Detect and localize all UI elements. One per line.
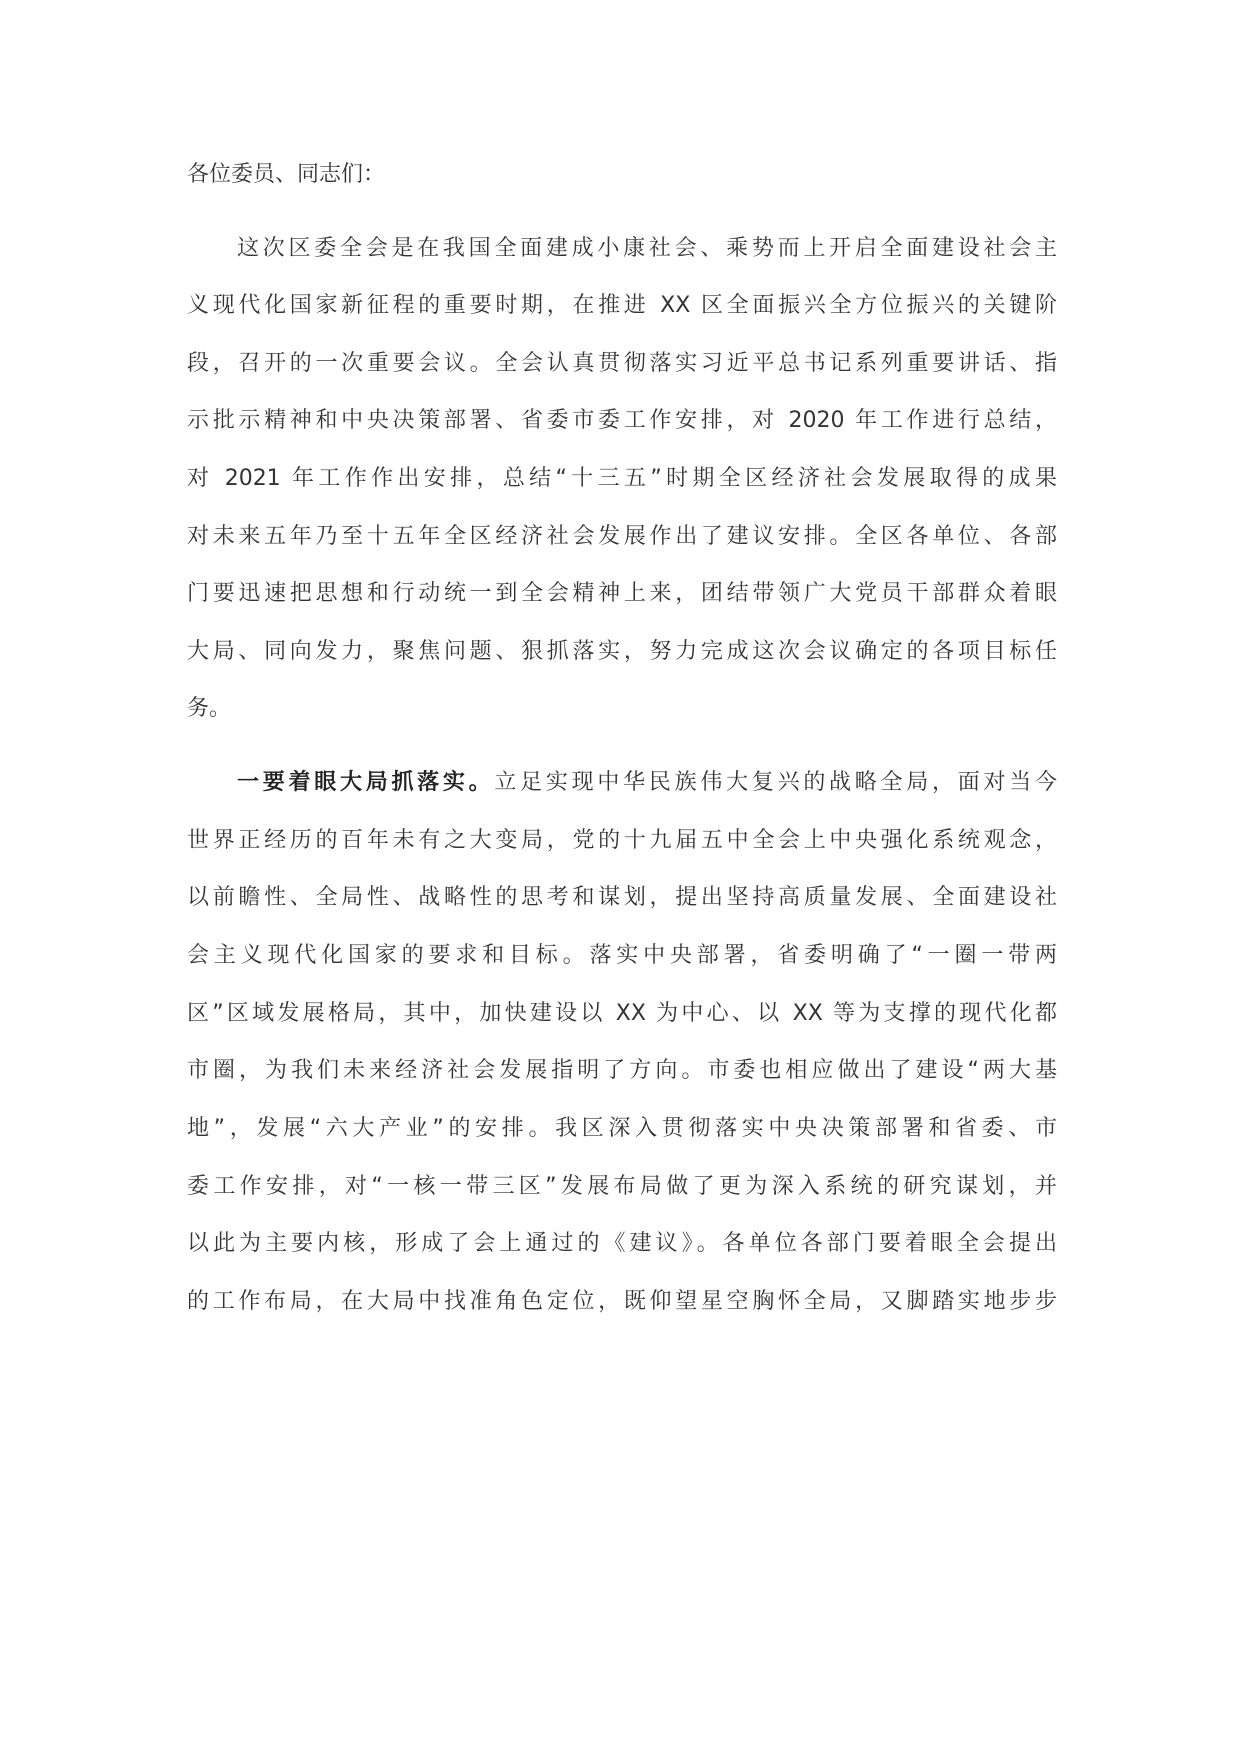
paragraph-2-line-6: 市圈，为我们未来经济社会发展指明了方向。市委也相应做出了建设“两大基 <box>187 1058 1057 1083</box>
paragraph-1-line-6: 对未来五年乃至十五年全区经济社会发展作出了建议安排。全区各单位、各部 <box>187 524 1057 549</box>
paragraph-1-line-3: 段，召开的一次重要会议。全会认真贯彻落实习近平总书记系列重要讲话、指 <box>187 351 1057 376</box>
paragraph-2-first-rest: 立足实现中华民族伟大复兴的战略全局，面对当今 <box>494 770 1057 795</box>
paragraph-1-line-8: 大局、同向发力，聚焦问题、狠抓落实，努力完成这次会议确定的各项目标任 <box>187 639 1057 664</box>
paragraph-1-line-9: 务。 <box>187 696 232 721</box>
paragraph-1-line-5: 对 2021 年工作作出安排，总结“十三五”时期全区经济社会发展取得的成果 <box>187 466 1057 491</box>
paragraph-2-line-8: 委工作安排，对“一核一带三区”发展布局做了更为深入系统的研究谋划，并 <box>187 1174 1057 1199</box>
paragraph-2-line-4: 会主义现代化国家的要求和目标。落实中央部署，省委明确了“一圈一带两 <box>187 943 1057 968</box>
paragraph-1-line-1: 这次区委全会是在我国全面建成小康社会、乘势而上开启全面建设社会主 <box>237 236 1057 261</box>
paragraph-2-line-2: 世界正经历的百年未有之大变局，党的十九届五中全会上中央强化系统观念， <box>187 828 1057 853</box>
paragraph-2-line-7: 地”，发展“六大产业”的安排。我区深入贯彻落实中央决策部署和省委、市 <box>187 1116 1057 1141</box>
paragraph-2-line-5: 区”区域发展格局，其中，加快建设以 XX 为中心、以 XX 等为支撑的现代化都 <box>187 1001 1057 1026</box>
paragraph-2-line-3: 以前瞻性、全局性、战略性的思考和谋划，提出坚持高质量发展、全面建设社 <box>187 885 1057 910</box>
paragraph-1-line-4: 示批示精神和中央决策部署、省委市委工作安排，对 2020 年工作进行总结， <box>187 408 1057 433</box>
paragraph-2-line-9: 以此为主要内核，形成了会上通过的《建议》。各单位各部门要着眼全会提出 <box>187 1231 1057 1256</box>
paragraph-2-line-1 <box>237 768 1057 798</box>
paragraph-1-line-2: 义现代化国家新征程的重要时期，在推进 XX 区全面振兴全方位振兴的关键阶 <box>187 293 1057 318</box>
salutation: 各位委员、同志们： <box>187 162 386 187</box>
paragraph-2-line-10: 的工作布局，在大局中找准角色定位，既仰望星空胸怀全局，又脚踏实地步步 <box>187 1289 1057 1314</box>
paragraph-2-lead: 一要着眼大局抓落实。 <box>237 770 495 795</box>
paragraph-1-line-7: 门要迅速把思想和行动统一到全会精神上来，团结带领广大党员干部群众着眼 <box>187 581 1057 606</box>
